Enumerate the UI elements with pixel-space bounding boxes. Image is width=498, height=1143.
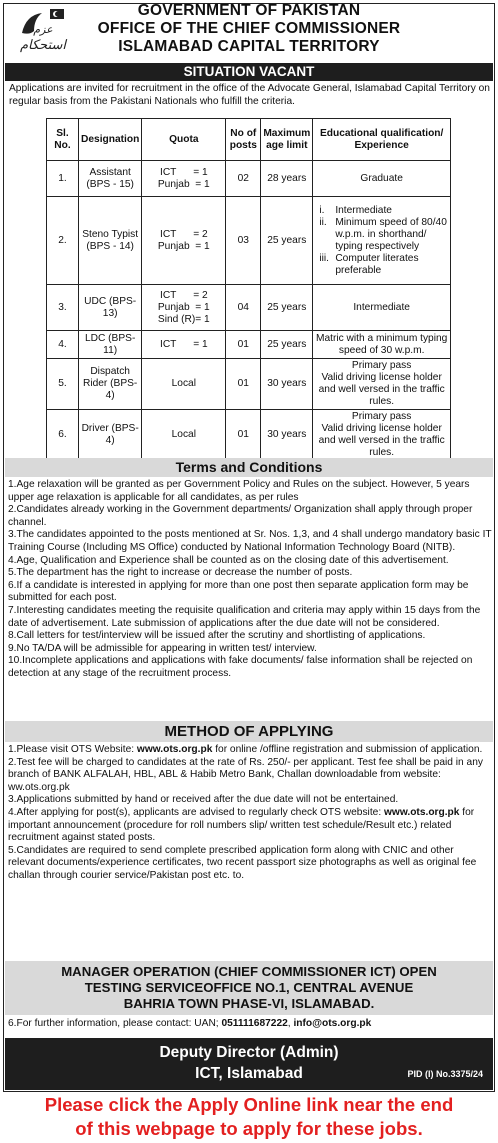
cell-education (313, 410, 451, 461)
cell-designation: Assistant (BPS - 15) (79, 161, 142, 197)
cell-age: 30 years (261, 410, 313, 461)
terms-list (8, 479, 492, 681)
method-item: 3.Applications submitted by hand or received after the due date will not be entertained. (8, 794, 399, 806)
cell-posts: 04 (226, 285, 261, 331)
apply-online-notice (0, 1093, 498, 1141)
method-title: METHOD OF APPLYING (5, 721, 493, 742)
office-line-3: BAHRIA TOWN PHASE-VI, ISLAMABAD. (123, 996, 375, 1011)
education-line: Valid driving license holder and well versed in the traffic rules. (318, 372, 445, 407)
table-row (47, 410, 451, 461)
ots-website-link[interactable]: www.ots.org.pk (136, 744, 213, 755)
table-row (47, 161, 451, 197)
situation-vacant-band: SITUATION VACANT (5, 63, 493, 81)
cell-designation: Dispatch Rider (BPS- 4) (79, 359, 142, 410)
col-designation: Designation (79, 119, 142, 161)
cell-education: Graduate (313, 161, 451, 197)
notice-line-2: of this webpage to apply for these jobs. (75, 1118, 423, 1139)
col-posts: No of posts (226, 119, 261, 161)
cell-quota: ICT = 2 Punjab = 1 Sind (R)= 1 (142, 285, 226, 331)
cell-age: 28 years (261, 161, 313, 197)
table-row (47, 197, 451, 285)
header-line-3: ISLAMABAD CAPITAL TERRITORY (118, 38, 380, 55)
terms-item: 7.Interesting candidates meeting the requisite qualification and criteria may apply within 15 days from the date of advertisement. Late submission of applications after the due date will not be considered. (8, 604, 481, 629)
terms-title: Terms and Conditions (5, 458, 493, 477)
education-line: Primary pass (351, 360, 412, 371)
header-line-1: GOVERNMENT OF PAKISTAN (137, 2, 361, 19)
contact-line: 6.For further information, please contact: UAN; 051111687222, info@ots.org.pk (8, 1018, 372, 1029)
logo-text-line1: عزم (33, 23, 53, 36)
cell-posts: 01 (226, 410, 261, 461)
cell-quota: ICT = 2 Punjab = 1 (142, 197, 226, 285)
terms-item: 8.Call letters for test/interview will be issued after the scrutiny and shortlisting of applications. (8, 630, 426, 642)
terms-item: 9.No TA/DA will be admissible for appearing in written test/ interview. (8, 642, 317, 654)
cell-age: 30 years (261, 359, 313, 410)
table-row (47, 285, 451, 331)
cell-age: 25 years (261, 331, 313, 359)
terms-item: 10.Incomplete applications and applications with fake documents/ false information shall be rejected on detection at any stage of the recruitment process. (8, 655, 473, 679)
education-line: Valid driving license holder and well versed in the traffic rules. (318, 423, 445, 458)
office-address (5, 961, 493, 1015)
cell-designation: Driver (BPS- 4) (79, 410, 142, 461)
table-header-row (47, 119, 451, 161)
list-item: i. Intermediate (319, 204, 392, 216)
terms-item: 1.Age relaxation will be granted as per Government Policy and Rules on the subject. However, 5 years upper age relaxation is applicable for all candidates, as per rules (8, 479, 470, 503)
cell-designation: LDC (BPS- 11) (79, 331, 142, 359)
logo-text-line2: استحکام (19, 38, 67, 53)
signatory-title: Deputy Director (Admin) (159, 1044, 339, 1061)
education-line: Primary pass (351, 411, 412, 422)
cell-sl: 2. (47, 197, 79, 285)
signatory-place: ICT, Islamabad (195, 1065, 303, 1082)
office-line-1: MANAGER OPERATION (CHIEF COMMISSIONER ICT) OPEN (61, 964, 437, 979)
cell-posts: 01 (226, 359, 261, 410)
cell-education: Intermediate (313, 285, 451, 331)
col-age-limit: Maximum age limit (261, 119, 313, 161)
signatory-block (5, 1038, 493, 1090)
cell-education: Matric with a minimum typing speed of 30 w.p.m. (313, 331, 451, 359)
method-item: 2.Test fee will be charged to candidates at the rate of Rs. 250/- per applicant. Test fee shall be paid in any branch of BANK ALFALAH, HBL, ABL & Habib Metro Bank, Challan downloadable from website: ww.ots.org.pk (8, 756, 483, 793)
pid-number: PID (I) No.3375/24 (407, 1069, 483, 1079)
cell-designation: UDC (BPS- 13) (79, 285, 142, 331)
cell-quota: Local (142, 359, 226, 410)
terms-item: 6.If a candidate is interested in applying for more than one post then separate application form may be submitted for each post. (8, 579, 469, 604)
cell-designation: Steno Typist (BPS - 14) (79, 197, 142, 285)
cell-posts: 01 (226, 331, 261, 359)
cell-sl: 6. (47, 410, 79, 461)
terms-item: 2.Candidates already working in the Government departments/ Organization shall apply through proper channel. (8, 504, 473, 528)
cell-sl: 3. (47, 285, 79, 331)
terms-item: 5.The department has the right to increase or decrease the number of posts. (8, 567, 353, 579)
table-row (47, 359, 451, 410)
cell-education (313, 197, 451, 285)
cell-quota: ICT = 1 Punjab = 1 (142, 161, 226, 197)
uan-number: 051111687222 (221, 1018, 288, 1029)
cell-quota: ICT = 1 (142, 331, 226, 359)
education-list (315, 205, 448, 277)
ots-website-link[interactable]: www.ots.org.pk (383, 806, 460, 818)
method-item: 4.After applying for post(s), applicants are advised to regularly check OTS website: www.ots.org.pk for important announcement (procedure for roll numbers slip/ written test schedule/Result etc.) related recruitment against stated posts. (8, 806, 475, 844)
table-row (47, 331, 451, 359)
terms-item: 3.The candidates appointed to the posts mentioned at Sr. Nos. 1,3, and 4 shall undergo mandatory basic IT Training Course (Including MS Office) conducted by National Information Technology Board (NITB). (8, 529, 492, 553)
col-sl-no: Sl. No. (47, 119, 79, 161)
method-item: 5.Candidates are required to send complete prescribed application form along with CNIC and other relevant documents/experience certificates, two recent passport size photographs as well as original fee challan through courier service/Pakistan post etc. to. (8, 844, 477, 881)
office-line-2: TESTING SERVICEOFFICE NO.1, CENTRAL AVENUE (84, 980, 414, 995)
method-item: 1.Please visit OTS Website: www.ots.org.pk for online /offline registration and submission of application. (8, 744, 483, 755)
cell-sl: 1. (47, 161, 79, 197)
email-address[interactable]: info@ots.org.pk (293, 1018, 372, 1029)
vacancy-table (46, 118, 451, 461)
header-line-2: OFFICE OF THE CHIEF COMMISSIONER (97, 20, 401, 37)
cell-education (313, 359, 451, 410)
list-item: iii. Computer literates preferable (319, 252, 419, 276)
method-list (8, 744, 492, 883)
cell-posts: 02 (226, 161, 261, 197)
list-item: ii. Minimum speed of 80/40 w.p.m. in shorthand/ typing respectively (319, 216, 447, 252)
cell-quota: Local (142, 410, 226, 461)
col-quota: Quota (142, 119, 226, 161)
cell-sl: 4. (47, 331, 79, 359)
notice-line-1: Please click the Apply Online link near the end (44, 1094, 454, 1115)
cell-posts: 03 (226, 197, 261, 285)
cell-age: 25 years (261, 197, 313, 285)
intro-paragraph: Applications are invited for recruitment in the office of the Advocate General, Islamabad Capital Territory on regular basis from the Pakistani Nationals who fulfill the criteria. (9, 83, 490, 107)
header (0, 2, 498, 56)
cell-sl: 5. (47, 359, 79, 410)
cell-age: 25 years (261, 285, 313, 331)
terms-item: 4.Age, Qualification and Experience shall be counted as on the closing date of this advertisement. (8, 554, 449, 566)
col-education: Educational qualification/ Experience (313, 119, 451, 161)
